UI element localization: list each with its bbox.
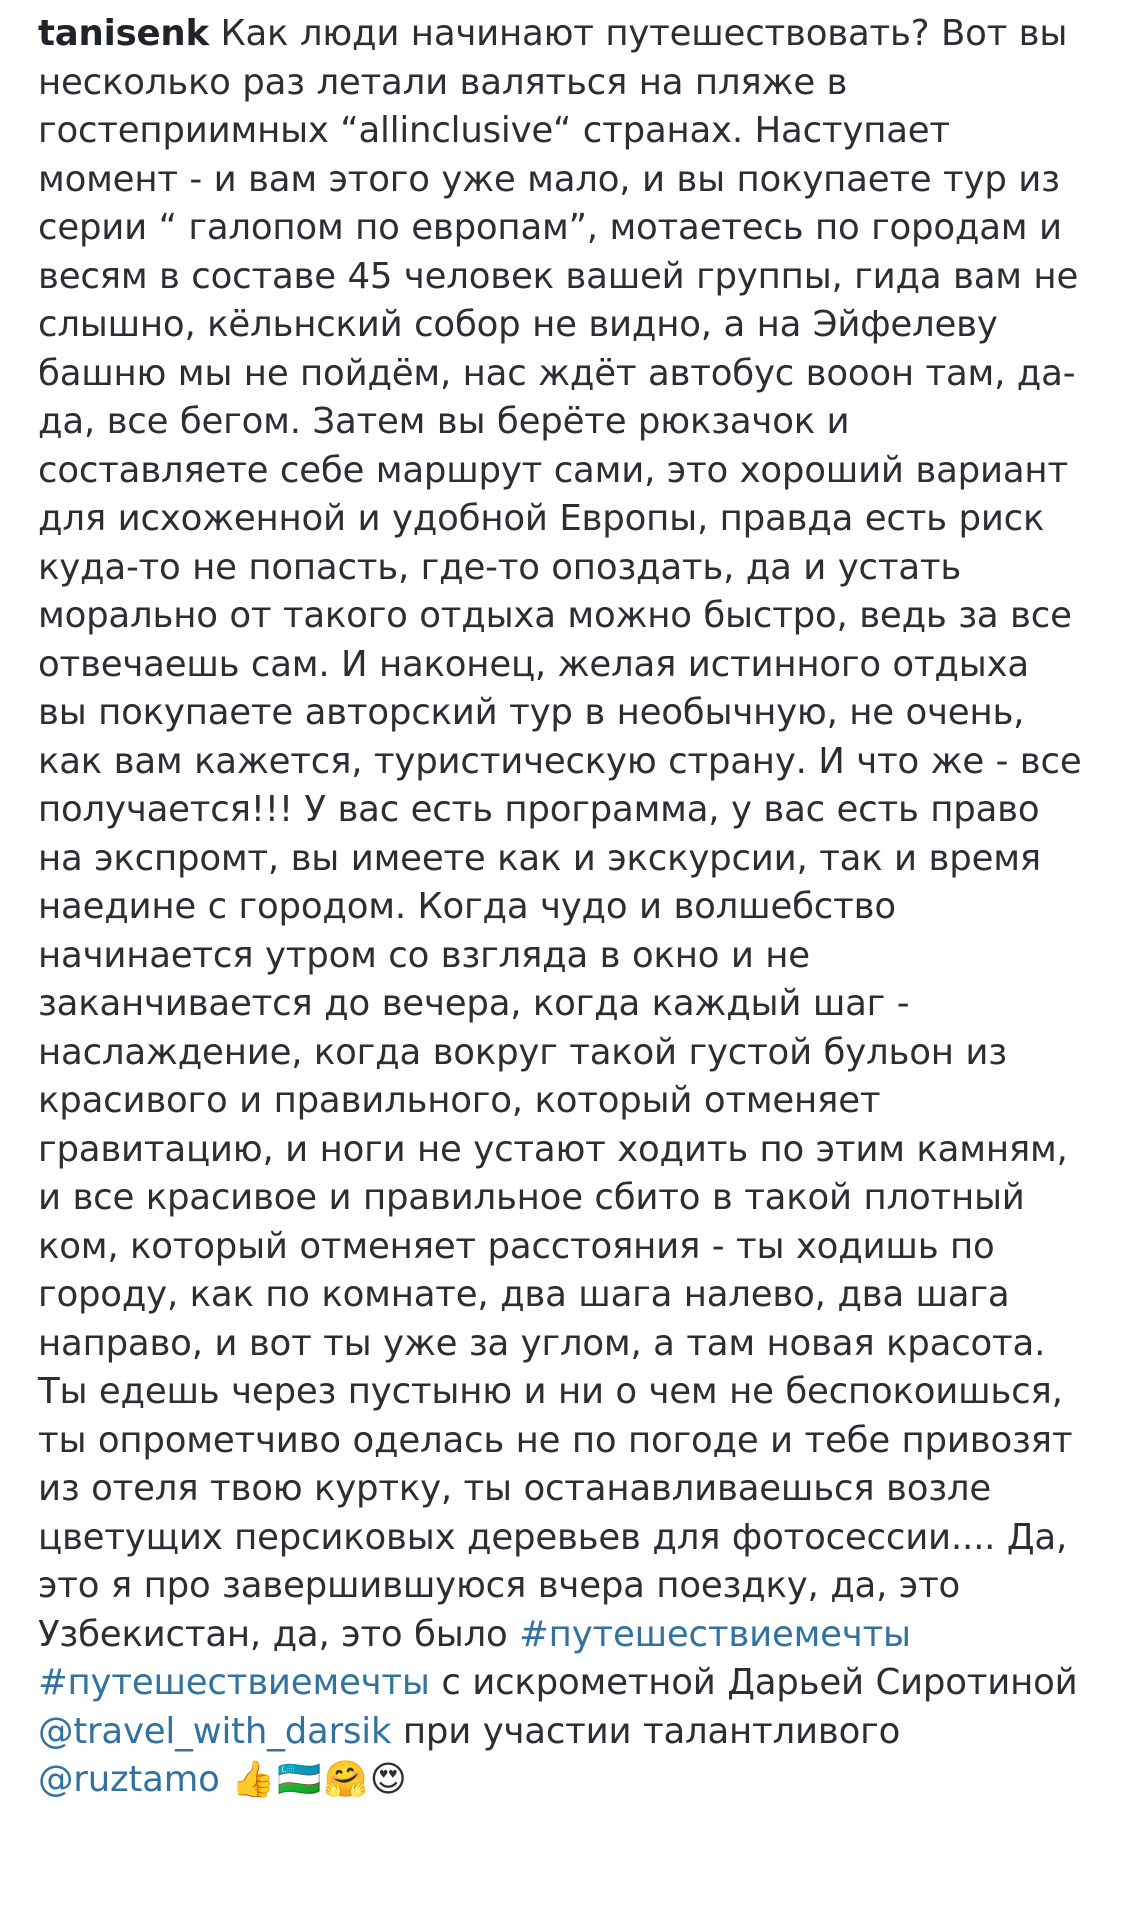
emoji-group: 👍🇺🇿🤗😍 — [231, 1759, 409, 1800]
caption-text-after-mention: при участии талантливого — [391, 1710, 901, 1752]
post-caption — [38, 10, 1087, 1805]
mention-link-travel-with-darsik[interactable]: @travel_with_darsik — [38, 1710, 392, 1752]
hashtag-link-1[interactable]: #путешествиемечты — [519, 1613, 911, 1655]
caption-body-text: Как люди начинают путешествовать? Вот вы несколько раз летали валяться на пляже в гостеприимных “allinclusive“ странах. Наступает момент - и вам этого уже мало, и вы покупаете тур из серии “ галопом по европам”, мотаетесь по городам и весям в составе 45 человек вашей группы, гида вам не слышно, кёльнский собор не видно, а на Эйфелеву башню мы не пойдём, нас ждёт автобус вооон там, да-да, все бегом. Затем вы берёте рюкзачок и составляете себе маршрут сами, это хороший вариант для исхоженной и удобной Европы, правда есть риск куда-то не попасть, где-то опоздать, да и устать морально от такого отдыха можно быстро, ведь за все отвечаешь сам. И наконец, желая истинного отдыха вы покупаете авторский тур в необычную, не очень, как вам кажется, туристическую страну. И что же - все получается!!! У вас есть программа, у вас есть право на экспромт, вы имеете как и экскурсии, так и время наедине с городом. Когда чудо и волшебство начинается утром со взгляда в окно и не заканчивается до вечера, когда каждый шаг - наслаждение, когда вокруг такой густой бульон из красивого и правильного, который отменяет гравитацию, и ноги не устают ходить по этим камням, и все красивое и правильное сбито в такой плотный ком, который отменяет расстояния - ты ходишь по городу, как по комнате, два шага налево, два шага направо, и вот ты уже за углом, а там новая красота. Ты едешь через пустыню и ни о чем не беспокоишься, ты опрометчиво оделась не по погоде и тебе привозят из отеля твою куртку, ты останавливаешься возле цветущих персиковых деревьев для фотосессии.... Да, это я про завершившуюся вчера поездку, да, это Узбекистан, да, это было — [38, 13, 1082, 1655]
hashtag-link-2[interactable]: #путешествиемечты — [38, 1662, 430, 1703]
post-username[interactable]: tanisenk — [38, 13, 209, 54]
mention-link-ruztamo[interactable]: @ruztamo — [38, 1759, 220, 1800]
caption-text-after-hashtag: с искрометной Дарьей Сиротиной — [429, 1662, 1078, 1703]
